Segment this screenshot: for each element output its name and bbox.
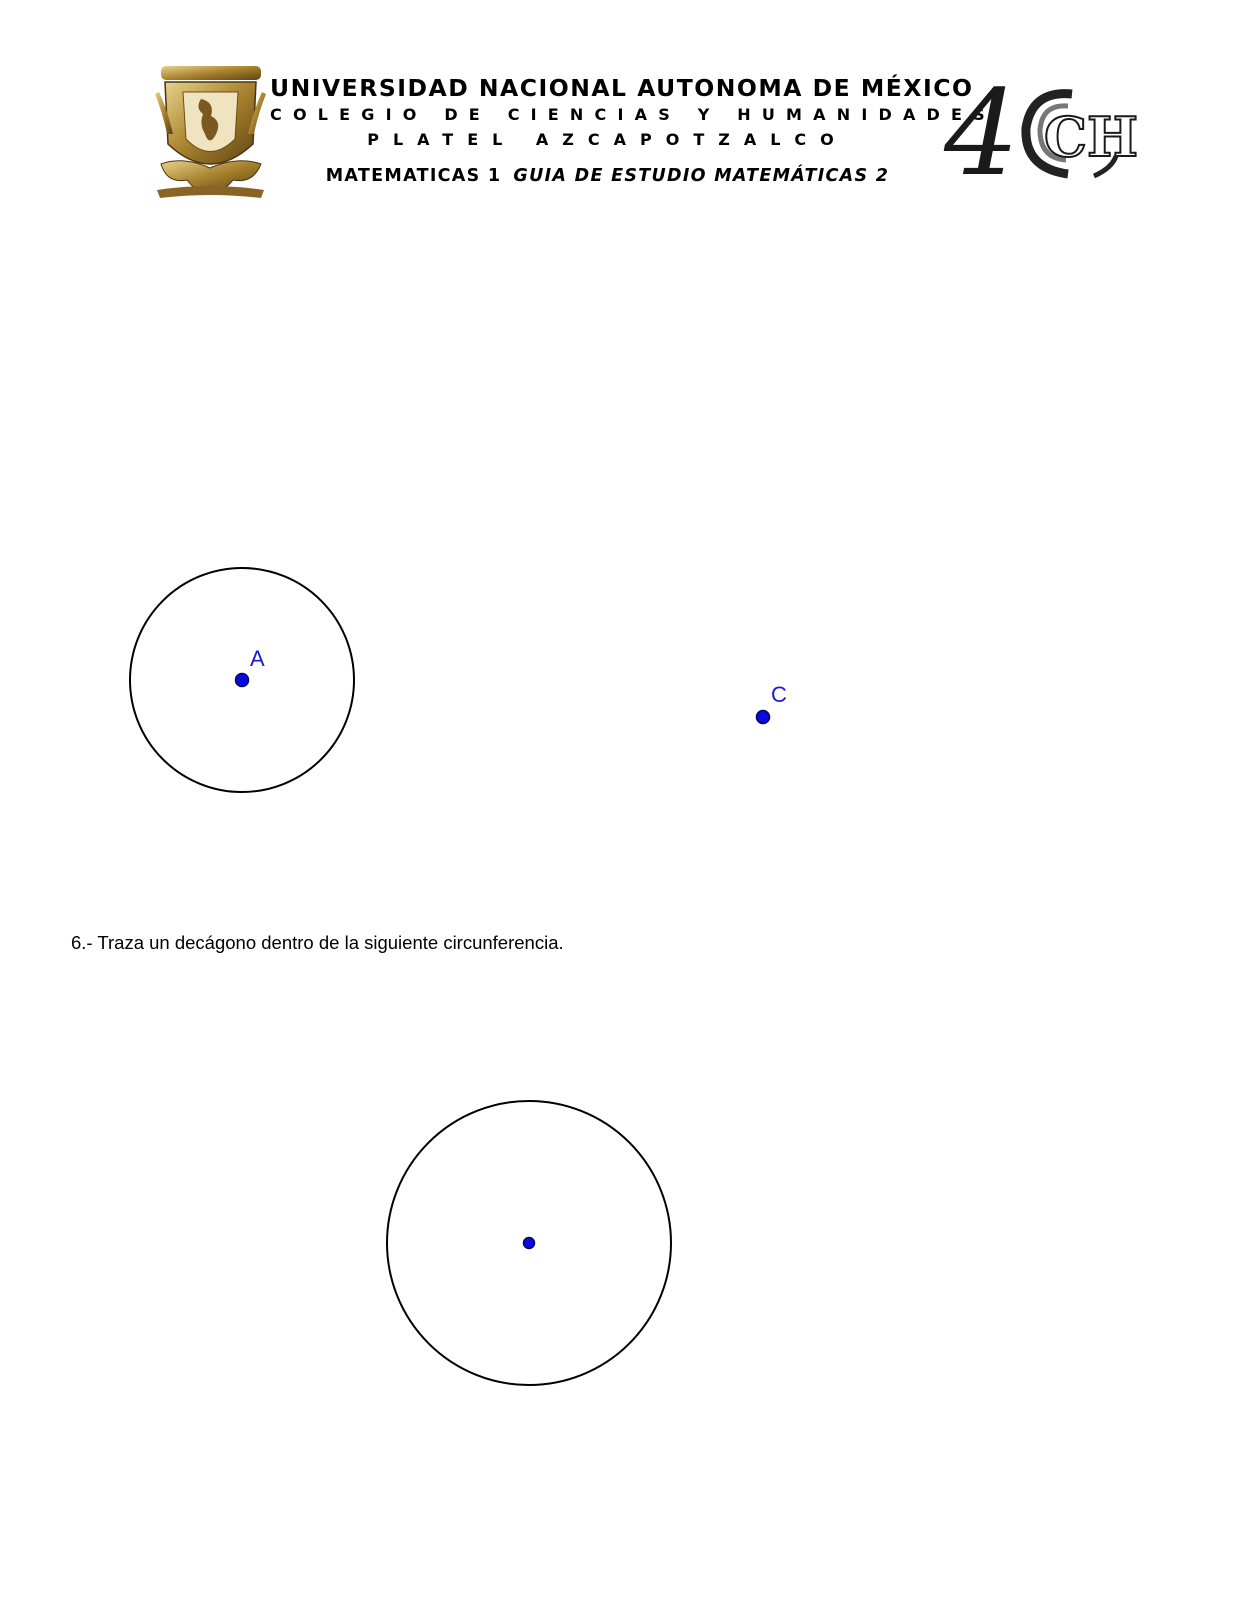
point-a: [236, 674, 249, 687]
unam-shield-logo: [153, 64, 268, 202]
question-6-text: 6.- Traza un decágono dentro de la siguiente circunferencia.: [71, 932, 564, 953]
course-line: [270, 166, 945, 186]
circle-a: [130, 568, 354, 792]
point-a-label: A: [250, 646, 265, 671]
cch-logo: [944, 64, 1138, 202]
college-name: COLEGIO DE CIENCIAS Y HUMANIDADES: [270, 105, 996, 124]
cch-logo-numeral: 4: [944, 64, 1020, 202]
point-c-label: C: [771, 682, 787, 707]
decagon-circle-center: [524, 1238, 535, 1249]
decagon-circle: [387, 1101, 671, 1385]
point-c: [757, 711, 770, 724]
university-name: UNIVERSIDAD NACIONAL AUTONOMA DE MÉXICO: [270, 74, 974, 102]
cch-logo-letters: CH: [1044, 105, 1138, 169]
guide-title: GUIA DE ESTUDIO MATEMÁTICAS 2: [513, 166, 890, 186]
page-header: [0, 0, 1236, 215]
subject-title: MATEMATICAS 1: [325, 166, 502, 186]
campus-name: PLATEL AZCAPOTZALCO: [367, 130, 848, 149]
